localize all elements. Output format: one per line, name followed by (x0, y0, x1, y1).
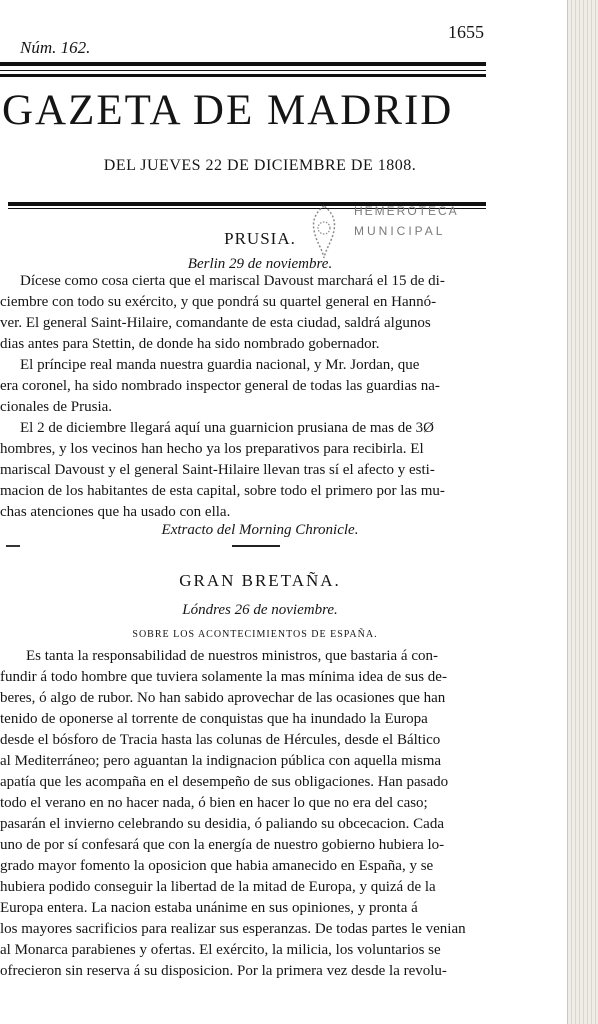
text-line: grado mayor fomento la oposicion que habia amanecido en España, y se (0, 858, 434, 874)
text-line: todo el verano en no hacer nada, ó bien en hacer lo que no era del caso; (0, 795, 428, 811)
margin-dash (6, 545, 20, 547)
text-line: dias antes para Stettin, de donde ha sido nombrado gobernador. (0, 336, 380, 352)
stamp-line-2: MUNICIPAL (354, 224, 446, 238)
text-line: Dícese como cosa cierta que el mariscal Davoust marchará el 15 de di- (20, 273, 445, 289)
text-line: hubiera podido conseguir la libertad de la mitad de Europa, y quizá de la (0, 879, 436, 895)
text-line: ofrecieron sin reserva á su disposicion. Por la primera vez desde la revolu- (0, 963, 447, 979)
text-line: El príncipe real manda nuestra guardia nacional, y Mr. Jordan, que (20, 357, 420, 373)
text-line: fundir á todo hombre que tuviera solamente la mas mínima idea de sus de- (0, 669, 447, 685)
text-line: El 2 de diciembre llegará aquí una guarnicion prusiana de mas de 3Ø (20, 420, 435, 436)
prusia-source-note: Extracto del Morning Chronicle. (161, 522, 359, 538)
gran-bretana-place-date: Lóndres 26 de noviembre. (182, 602, 338, 618)
page-number: 1655 (448, 22, 484, 42)
text-line: era coronel, ha sido nombrado inspector general de todas las guardias na- (0, 378, 440, 394)
issue-dateline: DEL JUEVES 22 DE DICIEMBRE DE 1808. (103, 157, 417, 174)
issue-number: Núm. 162. (20, 38, 91, 57)
top-rule-thin-2 (0, 74, 486, 77)
text-line: cionales de Prusia. (0, 399, 113, 415)
text-line: al Mediterráneo; pero aguantan la indignacion pública con aquella misma (0, 753, 442, 769)
text-line: al Monarca parabienes y ofertas. El exército, la milicia, los voluntarios se (0, 942, 441, 958)
prusia-place-date: Berlin 29 de noviembre. (187, 256, 333, 272)
top-rule-thick (0, 62, 486, 66)
text-line: apatía que les acompaña en el desempeño de sus obligaciones. Han pasado (0, 774, 449, 790)
text-line: pasarán el invierno celebrando su desidia, ó paliando su obcecacion. Cada (0, 816, 445, 832)
section-heading-prusia: PRUSIA. (224, 229, 296, 248)
text-line: mariscal Davoust y el general Saint-Hilaire llevan tras sí el afecto y esti- (0, 462, 435, 478)
text-line: desde el bósforo de Tracia hasta las colunas de Hércules, desde el Báltico (0, 732, 441, 748)
text-line: uno de por sí confesará que con la energía de nuestro gobierno hubiera lo- (0, 837, 445, 853)
section-divider (232, 545, 280, 547)
text-line: beres, ó algo de rubor. No han sabido aprovechar de las ocasiones que han (0, 690, 446, 706)
text-line: macion de los habitantes de esta capital, sobre todo el primero por las mu- (0, 483, 445, 499)
text-line: Es tanta la responsabilidad de nuestros ministros, que bastaria á con- (26, 648, 438, 664)
text-line: Europa entera. La nacion estaba unánime en sus opiniones, y pronta á (0, 900, 418, 916)
text-line: chas atenciones que ha usado con ella. (0, 504, 231, 520)
text-line: ciembre con todo su exército, y que pondrá su quartel general en Hannó- (0, 294, 437, 310)
text-line: los mayores sacrificios para realizar sus esperanzas. De todas partes le venian (0, 921, 466, 937)
text-line: ver. El general Saint-Hilaire, comandante de esta ciudad, saldrá algunos (0, 315, 431, 331)
stamp-line-1: HEMEROTECA (354, 204, 459, 218)
article-subheading: SOBRE LOS ACONTECIMIENTOS DE ESPAÑA. (132, 629, 378, 640)
text-line: hombres, y los vecinos han hecho ya los preparativos para recibirla. El (0, 441, 424, 457)
top-rule-thin (0, 70, 486, 71)
text-line: tenido de oponerse al torrente de conquistas que ha inundado la Europa (0, 711, 428, 727)
page-edge-strip (567, 0, 598, 1024)
masthead-title: GAZETA DE MADRID (2, 87, 454, 134)
section-heading-gran-bretana: GRAN BRETAÑA. (179, 571, 341, 590)
